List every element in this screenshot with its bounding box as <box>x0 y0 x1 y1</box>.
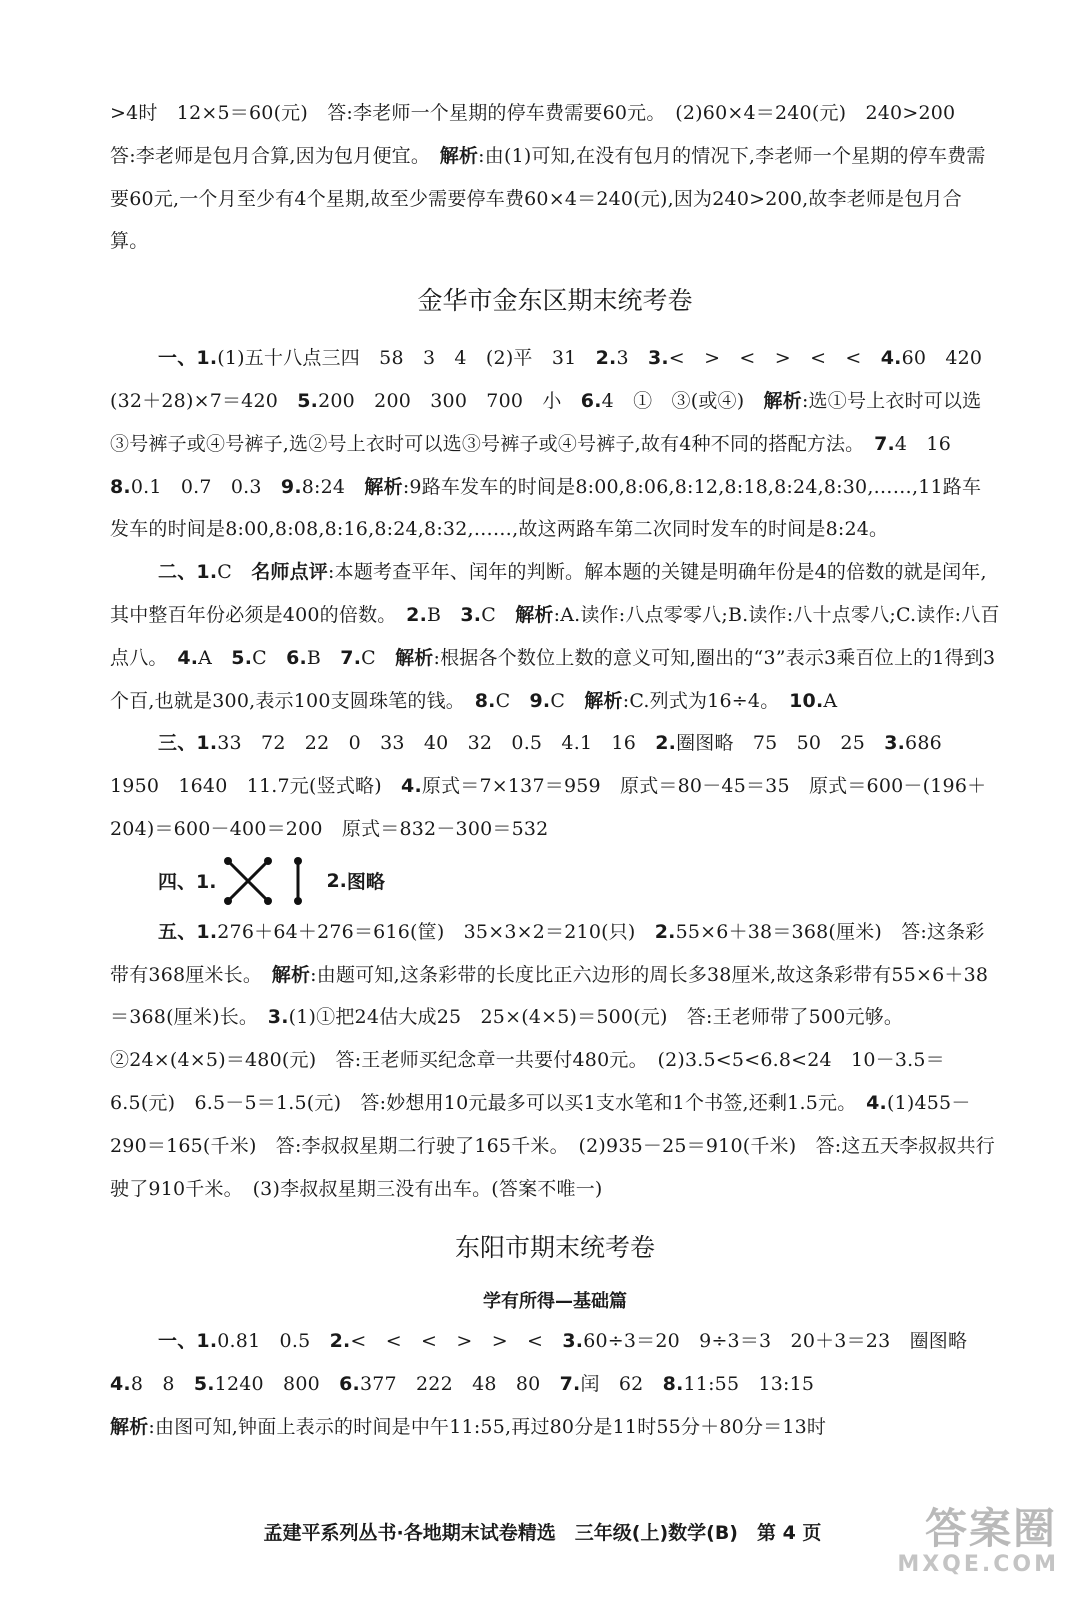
question-number: 解析 <box>515 603 554 626</box>
question-number: 2. <box>595 347 617 370</box>
answer-text: 55×6＋38＝368(厘米) 答:这条彩带有368厘米长。 <box>110 920 985 986</box>
answer-text: :由题可知,这条彩带的长度比正六边形的周长多38厘米,故这条彩带有55×6＋38＝368(厘米)长。 <box>110 963 989 1029</box>
section1-part5 <box>110 911 1000 1211</box>
intro-text: >4时 12×5＝60(元) 答:李老师一个星期的停车费需要60元。 (2)60×4＝240(元) 240>200 答:李老师是包月合算,因为包月便宜。 <box>110 102 975 167</box>
question-number: 9. <box>280 475 302 498</box>
question-number: 5. <box>297 389 319 412</box>
question-number: 4. <box>866 1091 887 1114</box>
question-number: 一、1. <box>158 347 218 370</box>
section2-part1-content <box>110 1330 986 1395</box>
question-number: 2. <box>406 603 428 626</box>
section1-part2 <box>110 551 1000 722</box>
answer-text: C <box>217 561 252 584</box>
question-number: 解析 <box>395 646 434 669</box>
question-number: 4. <box>401 775 422 798</box>
question-number: 解析 <box>584 689 623 712</box>
page-footer: 孟建平系列丛书·各地期末试卷精选 三年级(上)数学(B) 第 4 页 <box>263 1522 822 1544</box>
answer-text: A <box>198 646 232 669</box>
watermark <box>862 1496 1077 1600</box>
part4-label: 四、1. <box>158 871 217 894</box>
question-number: 2. <box>655 732 677 755</box>
question-number: 五、1. <box>158 920 218 943</box>
question-number: 解析 <box>763 389 802 412</box>
watermark-logo: 答案圈 <box>924 1504 1057 1553</box>
question-number: 3. <box>267 1006 289 1029</box>
section2-analysis-label: 解析 <box>110 1415 149 1438</box>
answer-text: :9路车发车的时间是8:00,8:06,8:12,8:18,8:24,8:30,……,11路车发车的时间是8:00,8:08,8:16,8:24,8:32,……,故这两路车第二次同时发车的时间是8:24。 <box>110 475 982 541</box>
question-number: 4. <box>177 646 199 669</box>
question-number: 7. <box>559 1373 581 1396</box>
intro-paragraph <box>110 92 1000 263</box>
question-number: 4. <box>880 347 902 370</box>
question-number: 9. <box>529 689 551 712</box>
answer-text: B <box>427 603 461 626</box>
answer-text: 3 <box>616 347 648 370</box>
answer-text: :本题考查平年、闰年的判断。解本题的关键是明确年份是4的倍数的就是闰年,其中整百年份必须是400的倍数。 <box>110 561 987 626</box>
intro-analysis-text: :由(1)可知,在没有包月的情况下,李老师一个星期的停车费需要60元,一个月至少有4个星期,故至少需要停车费60×4＝240(元),因为240>200,故李老师是包月合算。 <box>110 144 986 253</box>
question-number: 8. <box>662 1373 684 1396</box>
answer-text: < > < > < < <box>668 347 881 370</box>
answer-text: 200 200 300 700 小 <box>318 389 581 412</box>
line-segment-drawing <box>222 855 318 907</box>
question-number: 3. <box>884 732 906 755</box>
question-number: 8. <box>110 475 131 498</box>
answer-text: C <box>481 603 516 626</box>
question-number: 10. <box>789 689 824 712</box>
question-number: 4. <box>110 1373 131 1396</box>
answer-text: :A.读作:八点零零八;B.读作:八十点零八;C.读作:八百点八。 <box>110 603 1000 669</box>
question-number: 2. <box>329 1330 351 1353</box>
answer-text: 1240 800 <box>214 1373 340 1396</box>
question-number: 5. <box>231 646 253 669</box>
answer-text: 33 72 22 0 33 40 32 0.5 4.1 16 <box>217 732 656 755</box>
answer-text: < < < > > < <box>350 1330 563 1353</box>
answer-text: :根据各个数位上数的意义可知,圈出的“3”表示3乘百位上的1得到3个百,也就是300,表示100支圆珠笔的钱。 <box>110 646 996 712</box>
answer-text: 原式＝7×137＝959 原式＝80－45＝35 原式＝600－(196＋204)＝600－400＝200 原式＝832－300＝532 <box>110 775 987 840</box>
question-number: 6. <box>286 646 307 669</box>
answer-text: 闰 62 <box>580 1373 663 1396</box>
answer-text: B <box>306 646 341 669</box>
answer-text: 0.81 0.5 <box>217 1330 330 1353</box>
question-number: 3. <box>460 603 482 626</box>
answer-text: 圈图略 75 50 25 <box>676 732 885 755</box>
answer-text: 11:55 13:15 <box>683 1373 815 1396</box>
answer-text: 8 8 <box>130 1373 194 1396</box>
question-number: 8. <box>474 689 496 712</box>
question-number: 7. <box>340 646 362 669</box>
answer-text: 377 222 48 80 <box>359 1373 560 1396</box>
part4-text-2: 图略 <box>346 871 385 894</box>
answer-text: 4 ① ③(或④) <box>601 389 764 412</box>
question-number: 6. <box>580 389 602 412</box>
part4-label-2: 2. <box>326 869 347 892</box>
answer-text: 276＋64＋276＝616(筐) 35×3×2＝210(只) <box>217 920 655 943</box>
answer-text: 686 1950 1640 11.7元(竖式略) <box>110 732 962 798</box>
question-number: 解析 <box>364 475 403 498</box>
intro-analysis-label: 解析 <box>439 144 479 167</box>
answer-text: 4 16 <box>894 432 971 455</box>
question-number: 7. <box>874 432 895 455</box>
question-number: 二、1. <box>158 561 218 584</box>
answer-text: C <box>495 689 530 712</box>
question-number: 2. <box>654 920 676 943</box>
question-number: 5. <box>193 1373 215 1396</box>
question-number: 三、1. <box>158 732 218 755</box>
answer-page <box>110 92 1000 1449</box>
section2-analysis <box>110 1406 1000 1449</box>
answer-text: 8:24 <box>301 475 365 498</box>
section1-part4 <box>110 851 1000 911</box>
question-number: 解析 <box>271 963 311 986</box>
answer-text: A <box>823 689 838 712</box>
answer-text: (1)455－290＝165(千米) 答:李叔叔星期二行驶了165千米。 (2)935－25＝910(千米) 答:这五天李叔叔共行驶了910千米。 (3)李叔叔星期三没有出车。(答案不唯一) <box>110 1091 995 1200</box>
section2-analysis-text: :由图可知,钟面上表示的时间是中午11:55,再过80分是11时55分＋80分＝13时 <box>148 1415 827 1438</box>
section-title-dongyang: 东阳市期末统考卷 <box>454 1233 655 1263</box>
answer-text: :C.列式为16÷4。 <box>622 689 790 712</box>
section-subtitle: 学有所得—基础篇 <box>483 1291 627 1313</box>
answer-text: 0.1 0.7 0.3 <box>130 475 281 498</box>
answer-text: C <box>550 689 585 712</box>
answer-text: C <box>361 646 396 669</box>
section-title-jinhua: 金华市金东区期末统考卷 <box>417 286 693 316</box>
section1-part1 <box>110 337 1000 551</box>
answer-text: :选①号上衣时可以选③号裤子或④号裤子,选②号上衣时可以选③号裤子或④号裤子,故有4种不同的搭配方法。 <box>110 389 982 455</box>
answer-text: C <box>252 646 287 669</box>
answer-text: (1)①把24估大成25 25×(4×5)＝500(元) 答:王老师带了500元够。 ②24×(4×5)＝480(元) 答:王老师买纪念章一共要付480元。 (2)3.5<5<6.8<24 10－3.5＝6.5(元) 6.5－5＝1.5(元) 答:妙想用10元最多可以买1支水笔和1个书签,还剩1.5元。 <box>110 1006 945 1114</box>
question-number: 3. <box>562 1330 584 1353</box>
answer-text: (1)五十八点三四 58 3 4 (2)平 31 <box>217 347 596 370</box>
question-number: 3. <box>647 347 669 370</box>
question-number: 6. <box>339 1373 360 1396</box>
section2-part1 <box>110 1320 1000 1406</box>
answer-text: 60 420 (32＋28)×7＝420 <box>110 347 1002 412</box>
question-number: 一、1. <box>158 1330 218 1353</box>
answer-text: 60÷3＝20 9÷3＝3 20＋3＝23 圈图略 <box>583 1330 987 1353</box>
watermark-url: MXQE.COM <box>897 1552 1059 1577</box>
question-number: 名师点评 <box>251 561 329 584</box>
section1-part3 <box>110 722 1000 850</box>
